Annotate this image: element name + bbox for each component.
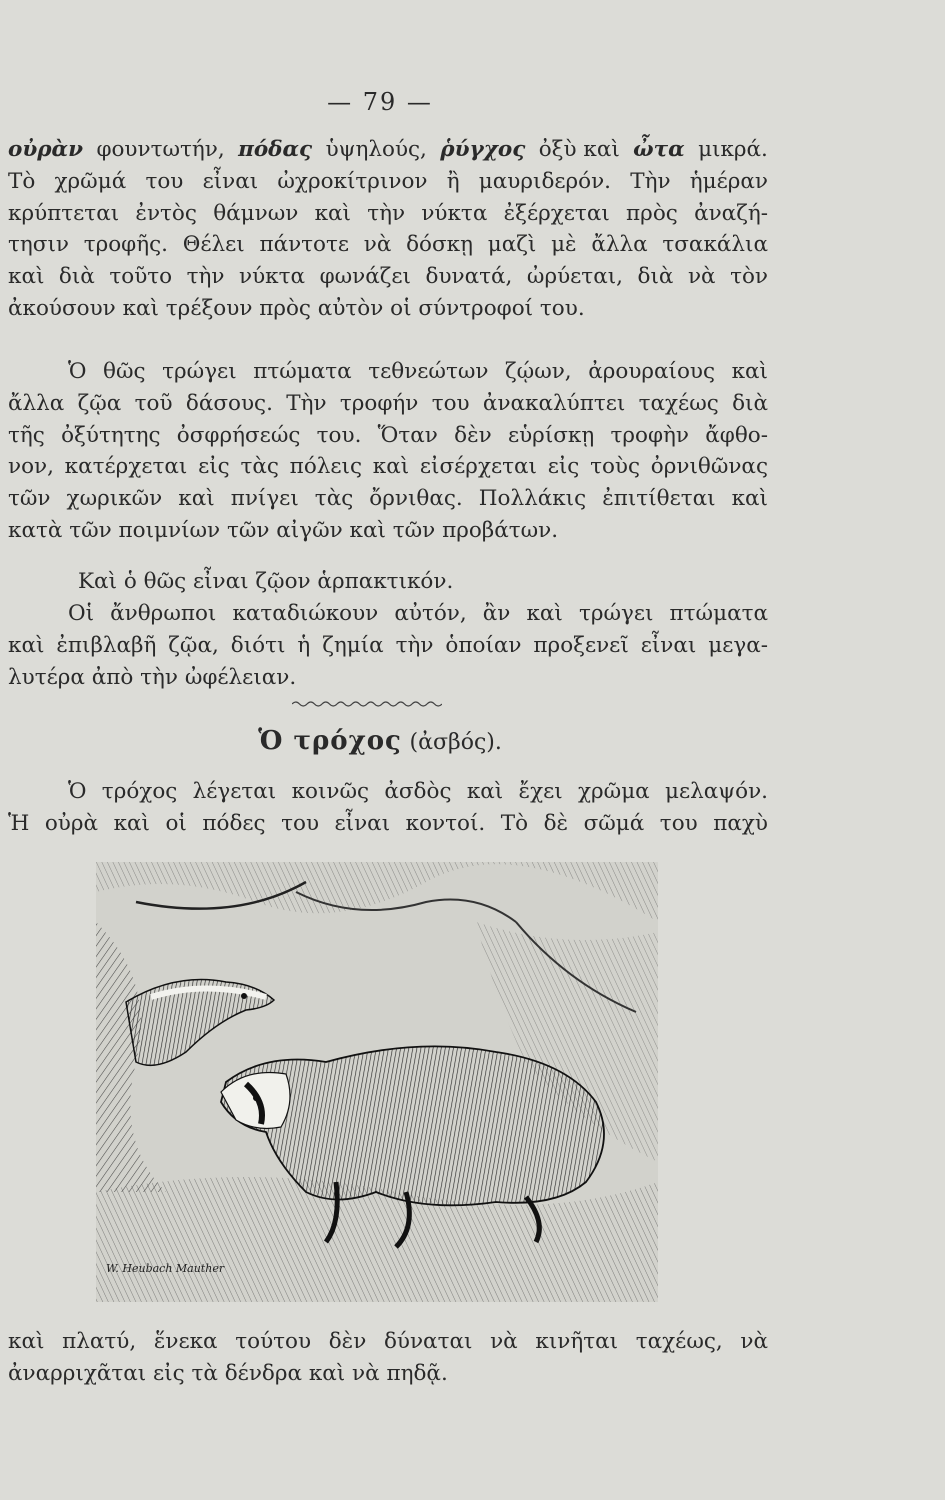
page-number: — 79 — [327,88,433,116]
text-line: καὶ διὰ τοῦτο τὴν νύκτα φωνάζει δυνατά, ὠρύεται, διὰ νὰ τὸν [8,264,768,290]
text-fragment: ὑψηλούς, [325,137,427,162]
heading-subtitle: (ἀσβός). [409,730,502,755]
text-fragment: φουντωτήν, [96,137,225,162]
paragraph-badger-intro [8,776,768,840]
text-line: νον, κατέρχεται εἰς τὰς πόλεις καὶ εἰσέρχεται εἰς τοὺς ὀρνιθῶνας [8,454,768,480]
text-line: λυτέρα ἀπὸ τὴν ὠφέλειαν. [8,664,297,690]
term-ears: ὦτα [633,137,685,162]
paragraph-badger-body [8,1326,768,1390]
term-tail: οὐρὰν [8,137,84,162]
paragraph-diet [8,356,768,547]
term-feet: πόδας [238,137,313,162]
text-line: Οἱ ἄνθρωποι καταδιώκουν αὐτόν, ἂν καὶ τρώγει πτώματα [68,601,768,626]
text-line: Καὶ ὁ θῶς εἶναι ζῷον ἁρπακτικόν. [78,569,454,594]
paragraph-predator [8,566,768,598]
text-line: κατὰ τῶν ποιμνίων τῶν αἰγῶν καὶ τῶν προβάτων. [8,517,559,543]
text-line: Τὸ χρῶμά του εἶναι ὠχροκίτρινον ἢ μαυριδερόν. Τὴν ἡμέραν [8,168,768,194]
term-snout: ῥύγχος [440,137,526,162]
heading-main: Ὁ τρόχος [258,726,402,756]
text-line: Ἡ οὐρὰ καὶ οἱ πόδες του εἶναι κοντοί. Τὸ δὲ σῶμά του παχὺ [8,810,768,836]
text-fragment: ὀξὺ καὶ [538,137,620,162]
text-line: Ὁ τρόχος λέγεται κοινῶς ἀσδὸς καὶ ἔχει χρῶμα μελαψόν. [68,779,768,804]
text-line: τῆς ὀξύτητης ὀσφρήσεώς του. Ὅταν δὲν εὑρίσκῃ τροφὴν ἄφθο- [8,422,768,448]
text-line: κρύπτεται ἐντὸς θάμνων καὶ τὴν νύκτα ἐξέρχεται πρὸς ἀναζή- [8,200,768,226]
text-line: καὶ ἐπιβλαβῆ ζῷα, διότι ἡ ζημία τὴν ὁποίαν προξενεῖ εἶναι μεγα- [8,632,768,658]
text-line: καὶ πλατύ, ἕνεκα τούτου δὲν δύναται νὰ κινῆται ταχέως, νὰ [8,1329,768,1354]
text-line: τησιν τροφῆς. Θέλει πάντοτε νὰ δόσκῃ μαζὶ μὲ ἄλλα τσακάλια [8,232,768,258]
text-line: ἄλλα ζῷα τοῦ δάσους. Τὴν τροφήν του ἀνακαλύπτει ταχέως διὰ [8,390,768,416]
wavy-separator [292,700,442,708]
badger-illustration [96,862,658,1302]
paragraph-persecution [8,598,768,693]
illustration-signature: W. Heubach Mauther [106,1262,225,1275]
text-fragment: μικρά. [698,137,768,162]
text-line: τῶν χωρικῶν καὶ πνίγει τὰς ὄρνιθας. Πολλάκις ἐπιτίθεται καὶ [8,486,768,512]
first-line [8,134,768,166]
text-line: ἀκούσουν καὶ τρέξουν πρὸς αὐτὸν οἱ σύντροφοί του. [8,295,585,321]
section-heading [0,726,760,756]
text-line: ἀναρριχᾶται εἰς τὰ δένδρα καὶ νὰ πηδᾷ. [8,1360,448,1386]
top-paragraph [8,134,768,325]
text-line: Ὁ θῶς τρώγει πτώματα τεθνεώτων ζῴων, ἀρουραίους καὶ [68,359,768,384]
